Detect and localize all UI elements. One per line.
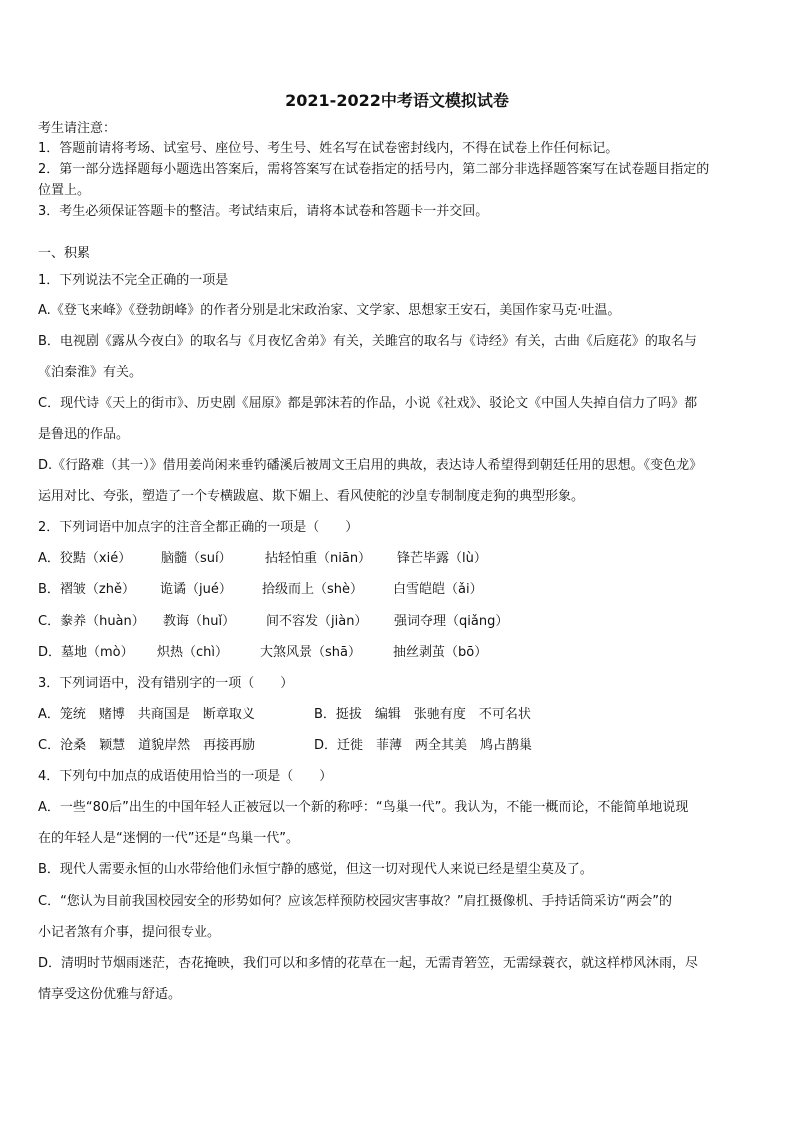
exam-title: 2021-2022中考语文模拟试卷 xyxy=(285,91,509,110)
q2-c-1: C．豢养（huàn） xyxy=(38,614,145,629)
q2-b-3: 拾级而上（shè） xyxy=(262,582,364,597)
q1-option-c-cont: 是鲁迅的作品。 xyxy=(38,427,130,442)
q4-stem: 4．下列句中加点的成语使用恰当的一项是（ ） xyxy=(38,769,333,784)
notice-item-3: 3．考生必须保证答题卡的整洁。考试结束后，请将本试卷和答题卡一并交回。 xyxy=(38,204,489,219)
q1-option-c: C．现代诗《天上的街市》、历史剧《屈原》都是郭沫若的作品，小说《社戏》、驳论文《中国人失掉自信力了吗》都 xyxy=(38,396,698,411)
q3-option-a: A．笼统 赌博 共商国是 断章取义 xyxy=(38,707,255,722)
q4-option-d: D．清明时节烟雨迷茫，杏花掩映，我们可以和多情的花草在一起，无需青箬笠，无需绿蓑衣，就这样栉风沐雨，尽 xyxy=(38,956,699,971)
q2-stem: 2．下列词语中加点字的注音全都正确的一项是（ ） xyxy=(38,520,359,535)
q2-a-1: A．狡黠（xié） xyxy=(38,551,132,566)
section-heading: 一、积累 xyxy=(38,246,91,261)
q2-b-1: B．褶皱（zhě） xyxy=(38,582,135,597)
q1-option-b: B．电视剧《露从今夜白》的取名与《月夜忆舍弟》有关，关雎宫的取名与《诗经》有关，古曲《后庭花》的取名与 xyxy=(38,334,697,349)
q1-option-d-cont: 运用对比、夸张，塑造了一个专横跋扈、欺下媚上、看风使舵的沙皇专制制度走狗的典型形象。 xyxy=(38,489,585,504)
q2-a-2: 脑髓（suí） xyxy=(161,551,232,566)
q2-d-2: 炽热（chì） xyxy=(157,645,228,660)
q1-option-b-cont: 《泊秦淮》有关。 xyxy=(38,365,143,380)
q1-option-d: D.《行路难（其一）》借用姜尚闲来垂钓磻溪后被周文王启用的典故，表达诗人希望得到朝廷任用的思想。《变色龙》 xyxy=(38,458,703,473)
q2-d-4: 抽丝剥茧（bō） xyxy=(393,645,488,660)
q4-option-a: A．一些“80后”出生的中国年轻人正被冠以一个新的称呼：“鸟巢一代”。我认为，不能一概而论，不能简单地说现 xyxy=(38,800,689,815)
notice-item-2: 2．第一部分选择题每小题选出答案后，需将答案写在试卷指定的括号内，第二部分非选择题答案写在试卷题目指定的 xyxy=(38,162,710,177)
q2-b-4: 白雪皑皑（ǎi） xyxy=(393,582,483,597)
q1-stem: 1．下列说法不完全正确的一项是 xyxy=(38,273,229,288)
notice-item-1: 1．答题前请将考场、试室号、座位号、考生号、姓名写在试卷密封线内，不得在试卷上作任何标记。 xyxy=(38,141,619,156)
q2-d-1: D．墓地（mò） xyxy=(38,645,134,660)
q2-a-4: 锋芒毕露（lù） xyxy=(397,551,487,566)
q4-option-c: C．“您认为目前我国校园安全的形势如何？应该怎样预防校园灾害事故？”肩扛摄像机、手持话筒采访“两会”的 xyxy=(38,894,673,909)
q3-option-d: D．迁徙 菲薄 两全其美 鸠占鹊巢 xyxy=(314,738,533,753)
q3-stem: 3．下列词语中，没有错别字的一项（ ） xyxy=(38,676,294,691)
q4-option-a-cont: 在的年轻人是“迷惘的一代”还是“鸟巢一代”。 xyxy=(38,831,299,846)
q4-option-c-cont: 小记者煞有介事，提问很专业。 xyxy=(38,925,221,940)
q2-d-3: 大煞风景（shā） xyxy=(260,645,361,660)
q3-option-b: B．挺拔 编辑 张驰有度 不可名状 xyxy=(314,707,531,722)
q4-option-b: B．现代人需要永恒的山水带给他们永恒宁静的感觉，但这一切对现代人来说已经是望尘莫及了。 xyxy=(38,862,593,877)
q1-option-a: A.《登飞来峰》《登勃朗峰》的作者分别是北宋政治家、文学家、思想家王安石，美国作家马克·吐温。 xyxy=(38,303,621,318)
q2-b-2: 诡谲（jué） xyxy=(160,582,232,597)
q2-c-2: 教诲（huǐ） xyxy=(163,614,236,629)
q4-option-d-cont: 情享受这份优雅与舒适。 xyxy=(38,987,182,1002)
q2-a-3: 拈轻怕重（niān） xyxy=(265,551,372,566)
q2-c-3: 间不容发（jiàn） xyxy=(266,614,368,629)
q3-option-c: C．沧桑 颖慧 道貌岸然 再接再励 xyxy=(38,738,256,753)
notice-item-2-cont: 位置上。 xyxy=(38,183,91,198)
notice-heading: 考生请注意： xyxy=(38,121,117,136)
q2-c-4: 强词夺理（qiǎng） xyxy=(394,614,509,629)
